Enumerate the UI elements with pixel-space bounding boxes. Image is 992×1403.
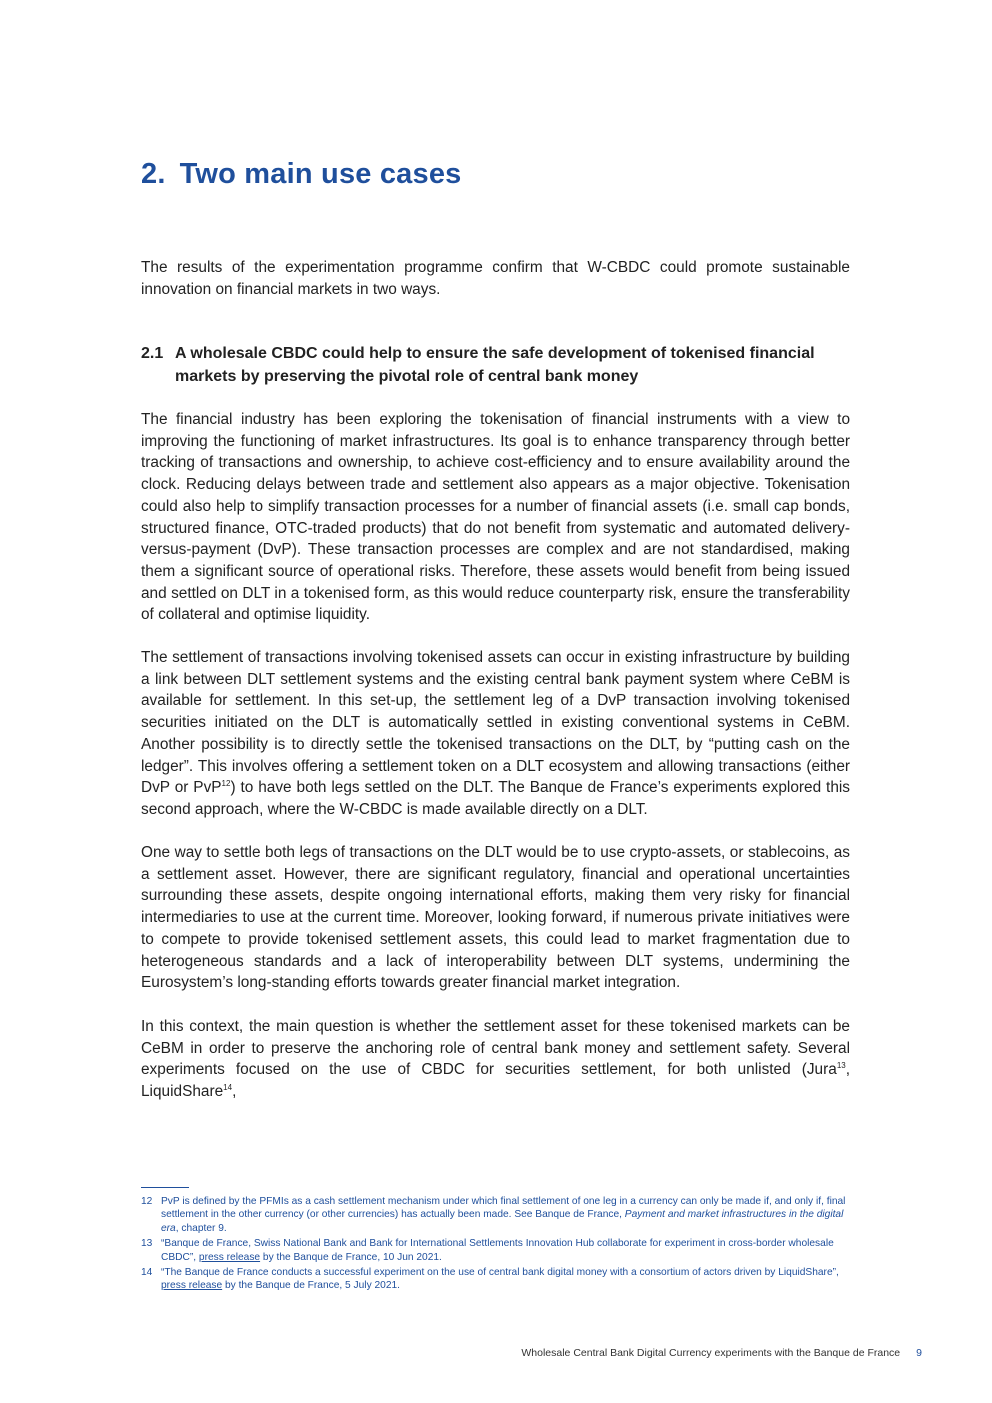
footnote-12 [141, 1195, 852, 1235]
intro-paragraph: The results of the experimentation programme confirm that W-CBDC could promote sustainable innovation on financial markets in two ways. [141, 259, 850, 298]
footnote-text [161, 1195, 852, 1235]
section-heading [141, 158, 462, 191]
subsection-heading [141, 343, 850, 388]
paragraph-text: ) to have both legs settled on the DLT. The Banque de France’s experiments explored this second approach, where the W-CBDC is made available directly on a DLT. [141, 779, 850, 818]
paragraph-settlement [141, 647, 850, 821]
footnote-text-part: “Banque de France, Swiss National Bank and Bank for International Settlements Innovation Hub collaborate for experiment in cross-border wholesale CBDC”, [161, 1238, 834, 1263]
footnote-text [161, 1266, 852, 1293]
footnote-text [161, 1237, 852, 1264]
paragraph-text: The settlement of transactions involving tokenised assets can occur in existing infrastructure by building a link between DLT settlement systems and the existing central bank payment system where CeBM is available for settlement. In this set-up, the settlement leg of a DvP transaction involving tokenised securities initiated on the DLT is automatically settled in existing conventional systems in CeBM. Another possibility is to directly settle the tokenised transactions on the DLT, by “putting cash on the ledger”. This involves offering a settlement token on a DLT ecosystem and allowing transactions (either DvP or PvP [141, 649, 850, 797]
section-title: Two main use cases [179, 158, 462, 190]
footnote-14 [141, 1266, 852, 1293]
footnote-number: 14 [141, 1267, 153, 1279]
paragraph-crypto-assets: One way to settle both legs of transactions on the DLT would be to use crypto-assets, or stablecoins, as a settlement asset. However, there are significant regulatory, financial and operational uncertainties surrounding these assets, despite ongoing international efforts, making them very risky for financial intermediaries to use at the current time. Moreover, looking forward, if numerous private initiatives were to compete to provide tokenised settlement assets, this could lead to market fragmentation due to heterogeneous standards and a lack of interoperability between DLT systems, undermining the Eurosystem’s long-standing efforts towards greater financial market integration. [141, 844, 850, 992]
paragraph-text: In this context, the main question is whether the settlement asset for these tokenised markets can be CeBM in order to preserve the anchoring role of central bank money and settlement safety. Several experiments focused on the use of CBDC for securities settlement, for both unlisted (Jura [141, 1018, 850, 1079]
footnote-number: 13 [141, 1238, 153, 1250]
footnote-ref-14[interactable]: 14 [223, 1083, 233, 1093]
footnote-text-part: “The Banque de France conducts a successful experiment on the use of central bank digital money with a consortium of actors driven by LiquidShare”, [161, 1267, 839, 1279]
footnote-text-part: PvP is defined by the PFMIs as a cash settlement mechanism under which final settlement of one leg in a currency can only be made if, and only if, final settlement in the other currency (or other currencies) has actually been made. See Banque de France, [161, 1196, 846, 1221]
footnote-ref-13[interactable]: 13 [836, 1061, 846, 1071]
footnote-ref-12[interactable]: 12 [221, 779, 231, 789]
footnotes [141, 1195, 852, 1295]
paragraph-tokenisation: The financial industry has been exploring the tokenisation of financial instruments with a view to improving the functioning of market infrastructures. Its goal is to enhance transparency through better tracking of transactions and ownership, to achieve cost-efficiency and to ensure availability around the clock. Reducing delays between trade and settlement also appears as a major objective. Tokenisation could also help to simplify transaction processes for a number of financial assets (i.e. small cap bonds, structured finance, OTC-traded products) that do not benefit from systematic and automated delivery-versus-payment (DvP). These transaction processes are complex and are not standardised, making them a significant source of operational risks. Therefore, these assets would benefit from being issued and settled on DLT in a tokenised form, as this would reduce counterparty risk, ensure the transferability of collateral and optimise liquidity. [141, 411, 850, 624]
paragraph-context [141, 1016, 850, 1103]
paragraph-text: , [232, 1083, 237, 1101]
press-release-link[interactable]: press release [198, 1251, 261, 1263]
section-number: 2. [141, 158, 166, 190]
footnote-13 [141, 1237, 852, 1264]
footer-title: Wholesale Central Bank Digital Currency experiments with the Banque de France [521, 1347, 901, 1359]
page-footer [521, 1347, 922, 1359]
footnote-number: 12 [141, 1196, 153, 1207]
footnote-text-part: , chapter 9. [175, 1222, 227, 1234]
subsection-number: 2.1 [141, 345, 164, 362]
press-release-link[interactable]: press release [161, 1280, 223, 1292]
footnote-text-part: by the Banque de France, 10 Jun 2021. [260, 1251, 442, 1263]
subsection-title: A wholesale CBDC could help to ensure the safe development of tokenised financial markets by preserving the pivotal role of central bank money [175, 345, 815, 385]
page-number: 9 [916, 1347, 922, 1359]
paragraph-text: , LiquidShare [141, 1061, 850, 1101]
footnote-italic-title: Payment and market infrastructures in the digital era [161, 1209, 844, 1234]
footnote-divider [141, 1187, 189, 1188]
footnote-text-part: by the Banque de France, 5 July 2021. [222, 1280, 400, 1292]
